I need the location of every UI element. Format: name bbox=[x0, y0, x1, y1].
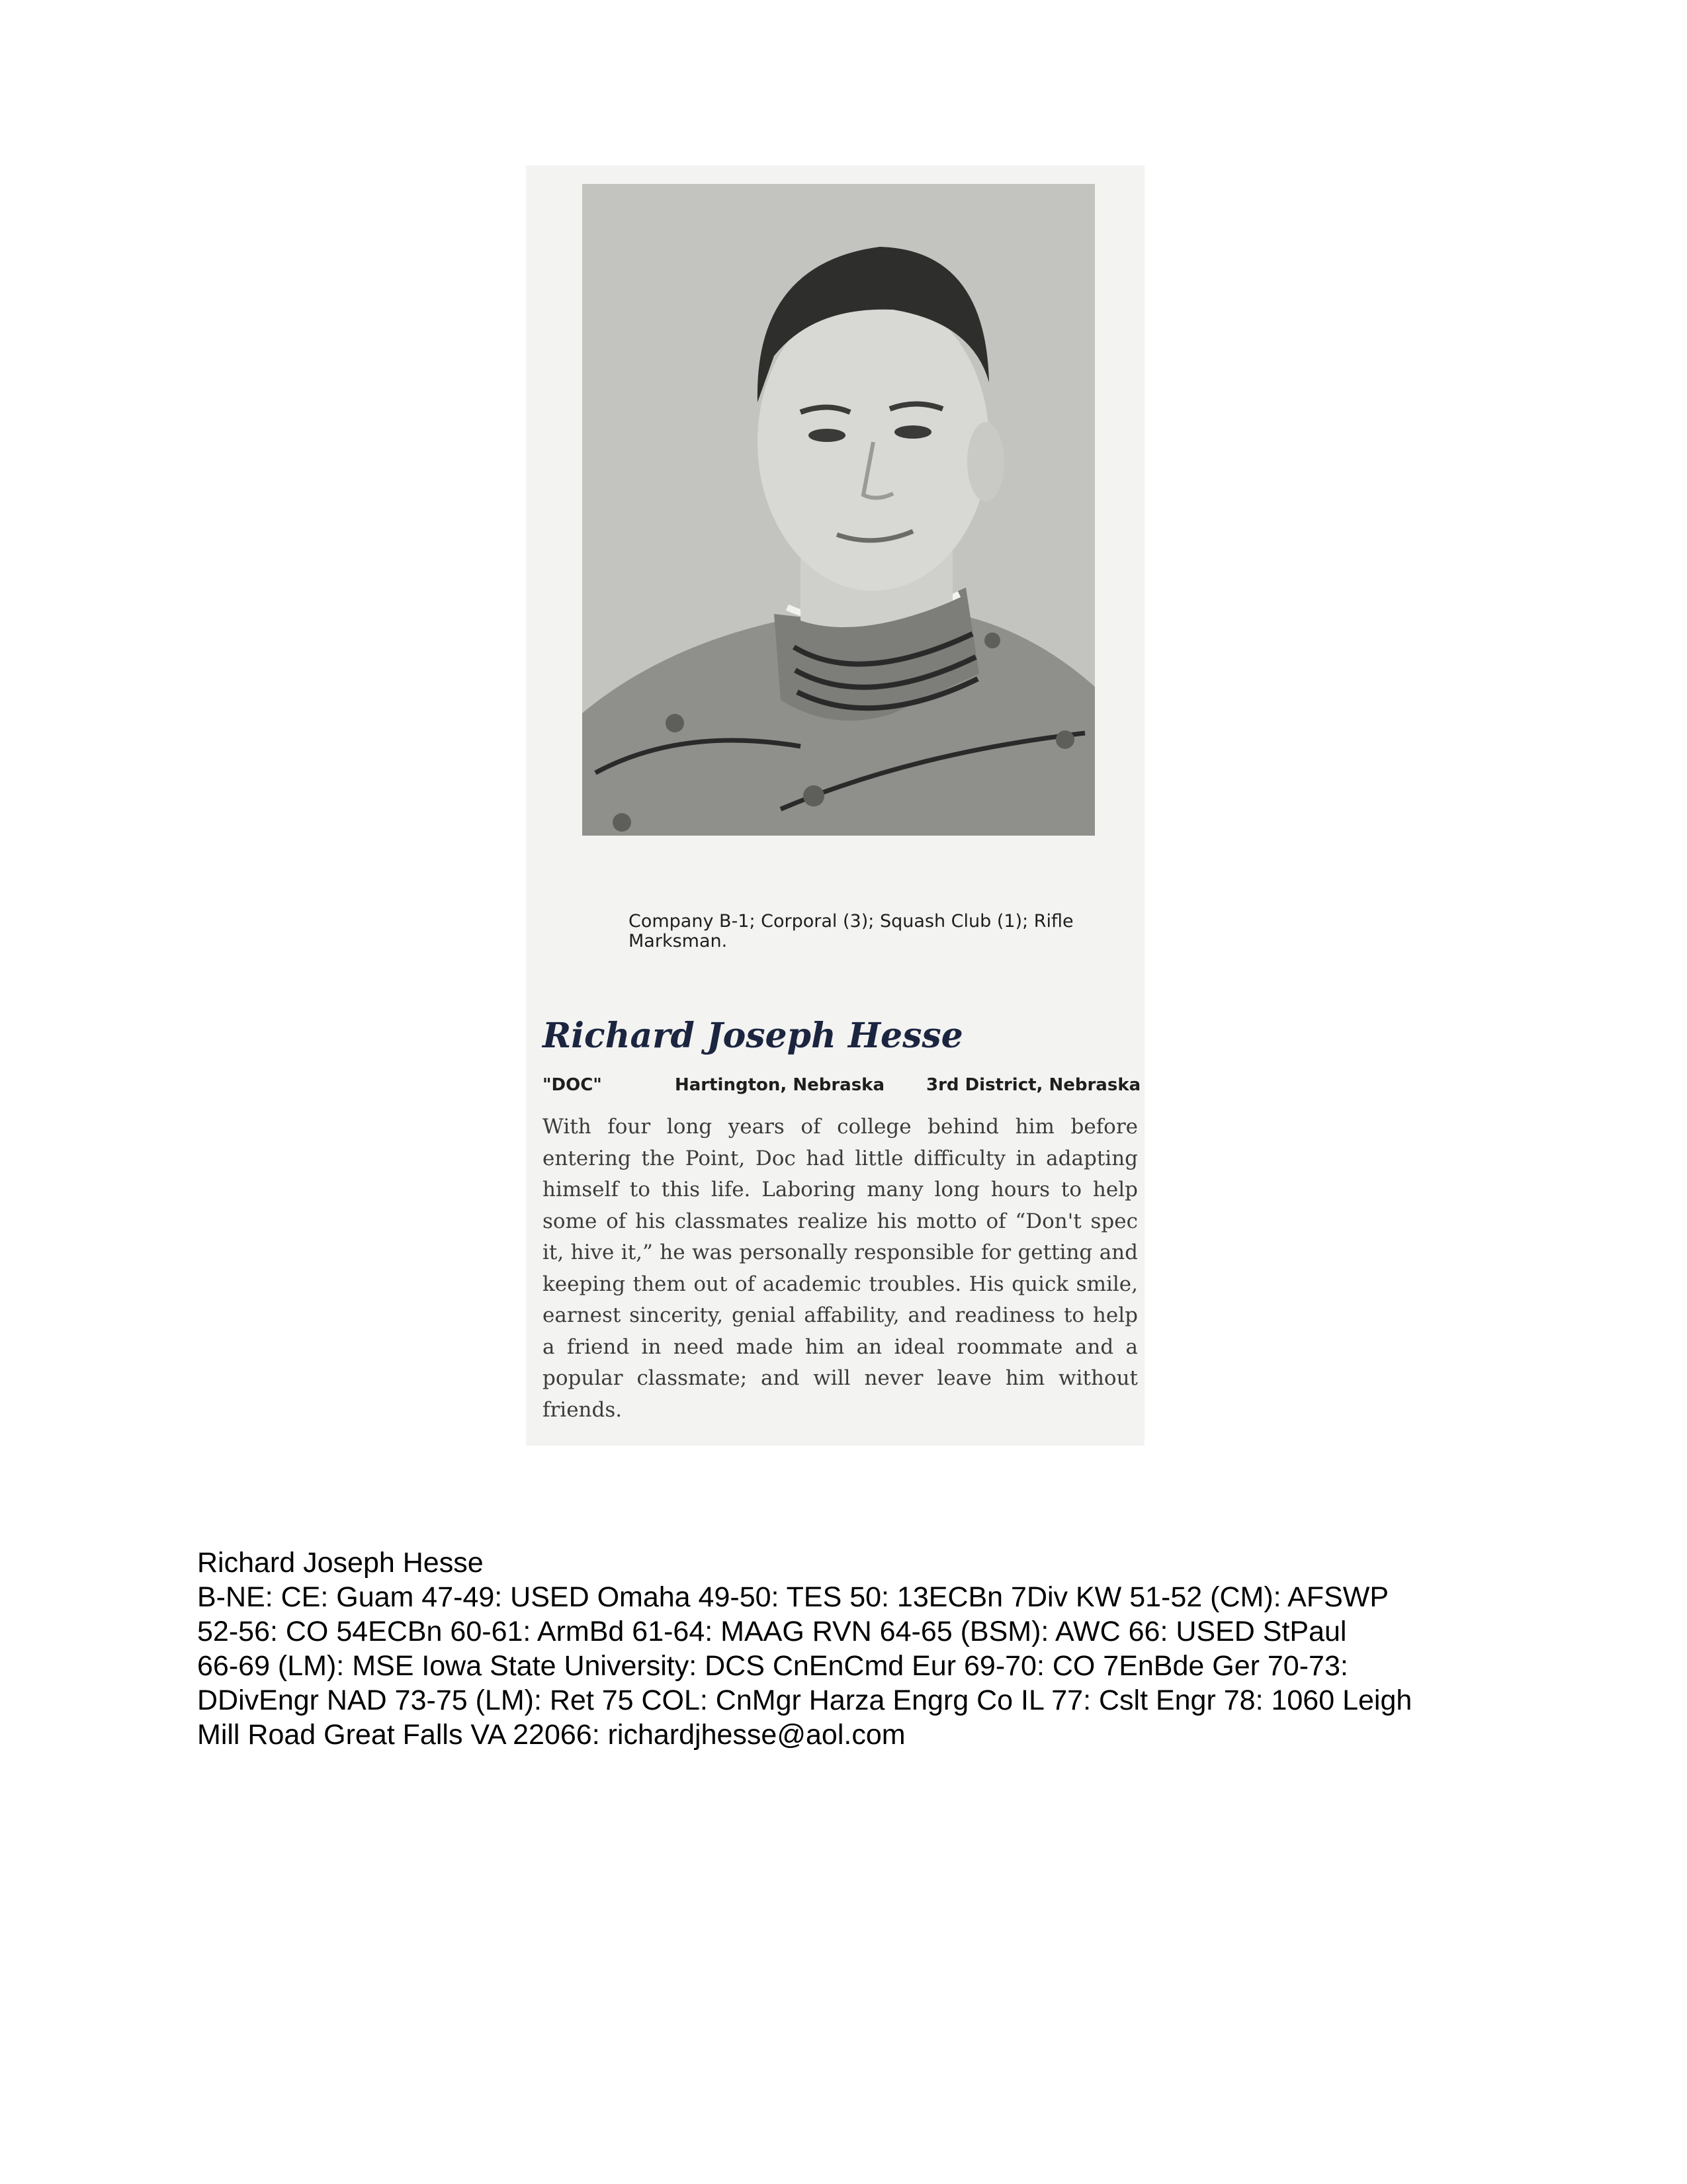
biography: With four long years of college behind him before entering the Point, Doc had little difficulty in adapting himself to this life. Laboring many long hours to help some of his classmates realize his motto of “Don't spec it, hive it,” he was personally responsible for getting and keeping them out of academic troubles. His quick smile, earnest sincerity, genial affability, and readiness to help a friend in need made him an ideal roommate and a popular classmate; and will never leave him without friends. bbox=[542, 1115, 1138, 1422]
district: 3rd District, Nebraska bbox=[926, 1075, 1141, 1095]
record-line: DDivEngr NAD 73-75 (LM): Ret 75 COL: CnMgr Harza Engrg Co IL 77: Cslt Engr 78: 1060 Leigh bbox=[197, 1684, 1412, 1716]
service-record bbox=[197, 1546, 1520, 1752]
record-name: Richard Joseph Hesse bbox=[197, 1547, 484, 1579]
record-line: B-NE: CE: Guam 47-49: USED Omaha 49-50: TES 50: 13ECBn 7Div KW 51-52 (CM): AFSWP bbox=[197, 1581, 1389, 1613]
cadet-portrait-photo bbox=[582, 184, 1095, 836]
hometown: Hartington, Nebraska bbox=[675, 1075, 885, 1095]
record-line: 66-69 (LM): MSE Iowa State University: DCS CnEnCmd Eur 69-70: CO 7EnBde Ger 70-73: bbox=[197, 1650, 1348, 1682]
portrait-illustration bbox=[582, 184, 1095, 836]
yearbook-clipping bbox=[526, 165, 1145, 1446]
record-line: Mill Road Great Falls VA 22066: richardjhesse@aol.com bbox=[197, 1719, 906, 1751]
nickname: "DOC" bbox=[542, 1075, 602, 1095]
name-signature: Richard Joseph Hesse bbox=[542, 1016, 963, 1056]
activities-caption: Company B-1; Corporal (3); Squash Club (1); Rifle Marksman. bbox=[628, 911, 1074, 951]
record-line: 52-56: CO 54ECBn 60-61: ArmBd 61-64: MAAG RVN 64-65 (BSM): AWC 66: USED StPaul bbox=[197, 1616, 1347, 1647]
